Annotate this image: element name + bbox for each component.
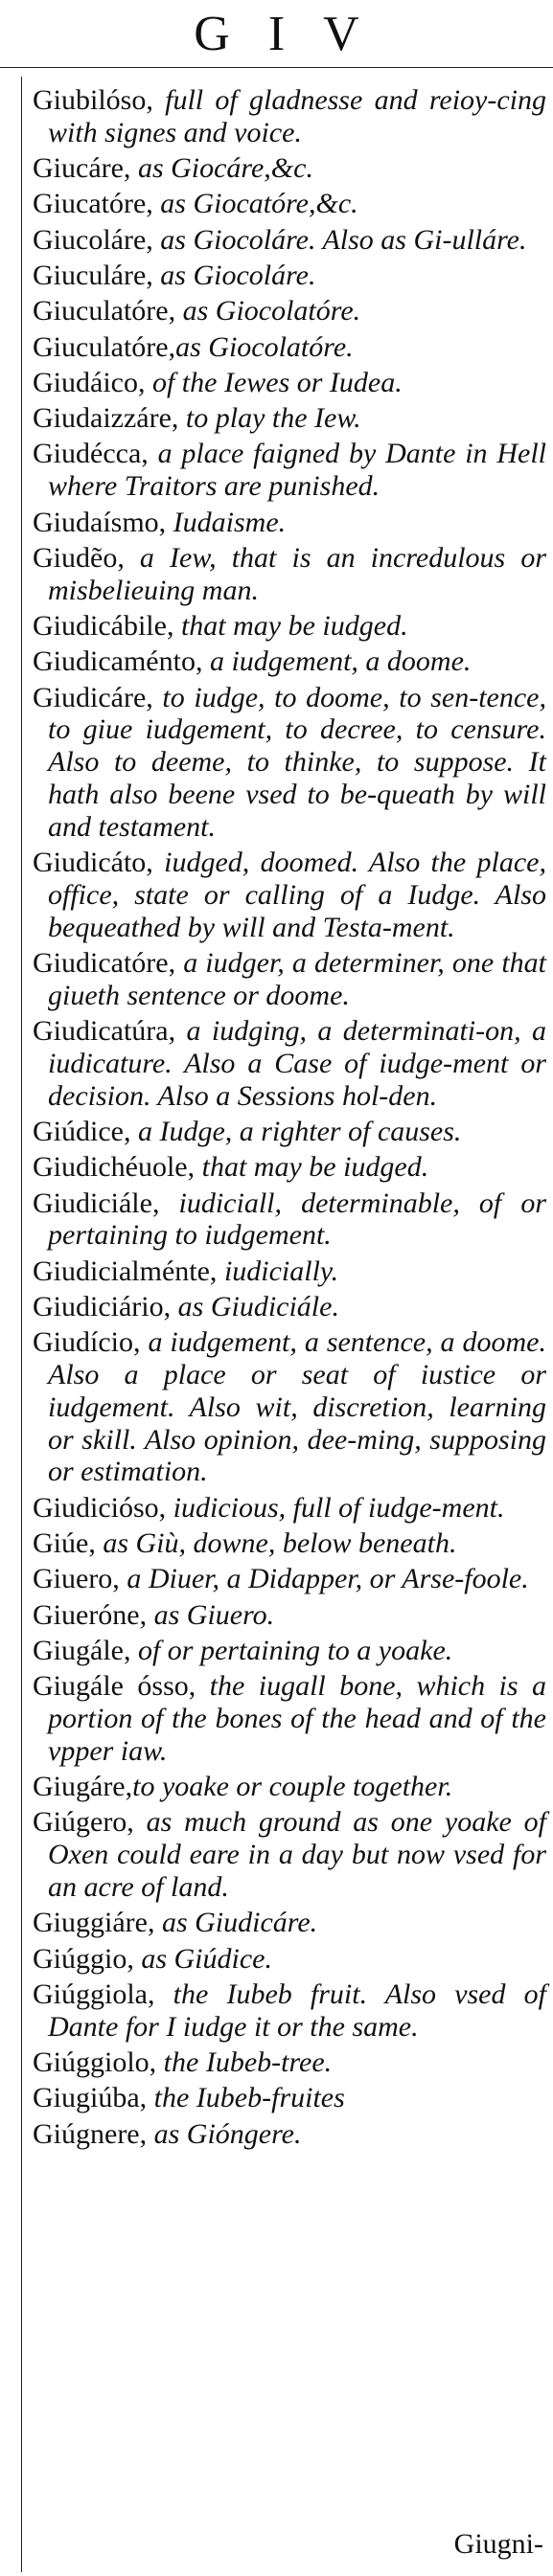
dictionary-entry bbox=[33, 1907, 546, 1939]
entry-headword: Giueróne, bbox=[33, 1598, 148, 1631]
dictionary-entry bbox=[33, 402, 546, 435]
entry-headword: Giugále ósso, bbox=[33, 1670, 196, 1703]
entry-headword: Giúggiola, bbox=[33, 1977, 155, 2010]
entry-headword: Giucoláre, bbox=[33, 223, 153, 256]
dictionary-entry bbox=[33, 367, 546, 399]
entry-headword: Giuero, bbox=[33, 1563, 120, 1595]
dictionary-entry bbox=[33, 2118, 546, 2151]
running-head: GIV bbox=[194, 7, 398, 61]
entry-definition: to play the Iew. bbox=[178, 402, 361, 435]
entry-definition: of the Iewes or Iudea. bbox=[145, 366, 403, 398]
entry-headword: Giudicábile, bbox=[33, 609, 174, 642]
dictionary-entry bbox=[33, 1943, 546, 1976]
entry-definition: as Giocatóre,&c. bbox=[152, 188, 358, 220]
entry-headword: Giudiciário, bbox=[33, 1290, 172, 1322]
entry-definition: as Giocoláre. Also as Gi-ulláre. bbox=[152, 223, 527, 256]
entry-headword: Giuculatóre, bbox=[33, 295, 176, 328]
entry-headword: Giudicatóre, bbox=[33, 946, 176, 979]
dictionary-entry bbox=[33, 1527, 546, 1560]
entry-definition: to yoake or couple together. bbox=[132, 1771, 453, 1803]
entry-definition: full of gladnesse and reioy-cing with signes and voice. bbox=[48, 84, 546, 148]
entry-definition: the Iubeb-fruites bbox=[147, 2082, 345, 2114]
entry-headword: Giudicióso, bbox=[33, 1491, 167, 1524]
entry-headword: Giuculatóre, bbox=[33, 330, 176, 363]
page-header bbox=[0, 0, 553, 61]
entry-definition: to iudge, to doome, to sen-tence, to giue iudgement, to decree, to censure. Also to deeme, to thinke, to suppose. It hath also beene vsed to be-queath by will and testament. bbox=[48, 681, 546, 843]
dictionary-entry bbox=[33, 84, 546, 149]
dictionary-entry bbox=[33, 438, 546, 503]
entry-definition: a iudgement, a doome. bbox=[202, 645, 472, 678]
entry-definition: a iudging, a determinati-on, a iudicature. Also a Case of iudge-ment or decision. Also a Sessions hol-den. bbox=[48, 1015, 546, 1112]
dictionary-entry bbox=[33, 260, 546, 292]
entry-definition: of or pertaining to a yoake. bbox=[130, 1634, 453, 1666]
dictionary-entry bbox=[33, 1978, 546, 2044]
entry-definition: a Iudge, a righter of causes. bbox=[130, 1115, 462, 1147]
dictionary-entry bbox=[33, 2046, 546, 2079]
entry-headword: Giúe, bbox=[33, 1526, 96, 1559]
entry-definition: iudiciall, determinable, of or pertaining to iudgement. bbox=[48, 1186, 546, 1252]
dictionary-entry bbox=[33, 507, 546, 539]
entry-headword: Giugále, bbox=[33, 1634, 131, 1666]
entry-definition: as Giocáre,&c. bbox=[130, 152, 313, 185]
entry-headword: Giudiciále, bbox=[33, 1186, 160, 1219]
entry-headword: Giugiúba, bbox=[33, 2082, 148, 2114]
entry-headword: Giúggiolo, bbox=[33, 2045, 157, 2078]
dictionary-entry bbox=[33, 224, 546, 257]
dictionary-entry bbox=[33, 1492, 546, 1525]
entry-definition: as Giocolatóre. bbox=[175, 330, 354, 363]
entry-headword: Giúdice, bbox=[33, 1115, 131, 1147]
entry-headword: Giudẽo, bbox=[33, 541, 125, 574]
dictionary-entry bbox=[33, 542, 546, 607]
dictionary-entry bbox=[33, 1187, 546, 1253]
dictionary-entry bbox=[33, 1326, 546, 1488]
dictionary-entry bbox=[33, 1015, 546, 1112]
dictionary-entry bbox=[33, 295, 546, 328]
entry-definition: a iudgement, a sentence, a doome. Also a place or seat of iustice or iudgement. Also wit, discretion, learning or skill. Also opinion, dee-ming, supposing or estimation. bbox=[48, 1326, 546, 1488]
entry-definition: as Giúdice. bbox=[133, 1942, 272, 1975]
entry-definition: Iudaisme. bbox=[166, 506, 287, 538]
entry-headword: Giucatóre, bbox=[33, 188, 153, 220]
dictionary-entry bbox=[33, 1806, 546, 1903]
entry-headword: Giuggiáre, bbox=[33, 1907, 155, 1939]
entry-definition: as Giudiciále. bbox=[171, 1290, 339, 1322]
entry-definition: the Iubeb-tree. bbox=[156, 2045, 333, 2078]
dictionary-entry bbox=[33, 1599, 546, 1632]
dictionary-entry bbox=[33, 152, 546, 185]
entry-definition: as Giocoláre. bbox=[152, 259, 316, 291]
dictionary-entry bbox=[33, 1635, 546, 1667]
entry-definition: a Iew, that is an incredulous or misbelieuing man. bbox=[48, 541, 546, 606]
dictionary-entry bbox=[33, 1771, 546, 1803]
entry-definition: as Giocolatóre. bbox=[175, 295, 361, 328]
dictionary-entry bbox=[33, 1563, 546, 1595]
entry-definition: iudicious, full of iudge-ment. bbox=[166, 1491, 505, 1524]
dictionary-entry bbox=[33, 1255, 546, 1288]
dictionary-entry bbox=[33, 847, 546, 943]
entry-definition: as Giù, downe, below beneath. bbox=[95, 1526, 457, 1559]
header-rule bbox=[0, 67, 553, 68]
entry-headword: Giucáre, bbox=[33, 152, 131, 185]
entry-headword: Giudício, bbox=[33, 1326, 141, 1359]
entry-definition: a iudger, a determiner, one that giueth sentence or doome. bbox=[48, 946, 546, 1011]
entry-definition: that may be iudged. bbox=[195, 1151, 429, 1184]
dictionary-entry bbox=[33, 331, 546, 364]
catchword: Giugni- bbox=[453, 2528, 543, 2560]
entry-headword: Giugáre, bbox=[33, 1771, 133, 1803]
entry-definition: as much ground as one yoake of Oxen could eare in a day but now vsed for an acre of land. bbox=[48, 1806, 546, 1903]
dictionary-entry bbox=[33, 2082, 546, 2114]
entry-headword: Giudáico, bbox=[33, 366, 146, 398]
entry-headword: Giudaizzáre, bbox=[33, 402, 179, 435]
entry-definition: the iugall bone, which is a portion of the bones of the head and of the vpper iaw. bbox=[48, 1670, 546, 1767]
entry-definition: as Giuero. bbox=[147, 1598, 275, 1631]
entry-definition: iudged, doomed. Also the place, office, state or calling of a Iudge. Also bequeathed by will and Testa-ment. bbox=[48, 847, 546, 943]
entry-definition: iudicially. bbox=[217, 1254, 339, 1287]
dictionary-entry bbox=[33, 1151, 546, 1184]
entry-headword: Giudichéuole, bbox=[33, 1151, 196, 1184]
entry-definition: as Gióngere. bbox=[147, 2117, 302, 2150]
dictionary-entry bbox=[33, 1116, 546, 1148]
entry-headword: Giuculáre, bbox=[33, 259, 153, 291]
entry-headword: Giudicáto, bbox=[33, 847, 153, 879]
entry-definition: as Giudicáre. bbox=[154, 1907, 318, 1939]
dictionary-entry bbox=[33, 610, 546, 643]
dictionary-entry bbox=[33, 682, 546, 844]
entry-headword: Giudécca, bbox=[33, 438, 149, 470]
entry-headword: Giúgero, bbox=[33, 1806, 134, 1839]
entry-headword: Giúgnere, bbox=[33, 2117, 148, 2150]
entry-headword: Giudicatúra, bbox=[33, 1015, 176, 1048]
entry-definition: the Iubeb fruit. Also vsed of Dante for I iudge it or the same. bbox=[48, 1977, 546, 2043]
entry-headword: Giudicialménte, bbox=[33, 1254, 218, 1287]
column-rule bbox=[21, 77, 22, 2572]
entry-headword: Giubilóso, bbox=[33, 84, 153, 116]
dictionary-column bbox=[33, 84, 546, 2154]
dictionary-entry bbox=[33, 1670, 546, 1767]
entry-headword: Giúggio, bbox=[33, 1942, 134, 1975]
dictionary-entry bbox=[33, 188, 546, 220]
dictionary-entry bbox=[33, 645, 546, 678]
entry-headword: Giudaísmo, bbox=[33, 506, 167, 538]
entry-headword: Giudicáre, bbox=[33, 681, 153, 713]
entry-definition: a Diuer, a Didapper, or Arse-foole. bbox=[119, 1563, 529, 1595]
entry-headword: Giudicaménto, bbox=[33, 645, 203, 678]
entry-definition: that may be iudged. bbox=[173, 609, 408, 642]
dictionary-entry bbox=[33, 947, 546, 1012]
dictionary-entry bbox=[33, 1291, 546, 1323]
entry-definition: a place faigned by Dante in Hell where Traitors are punished. bbox=[48, 438, 546, 503]
